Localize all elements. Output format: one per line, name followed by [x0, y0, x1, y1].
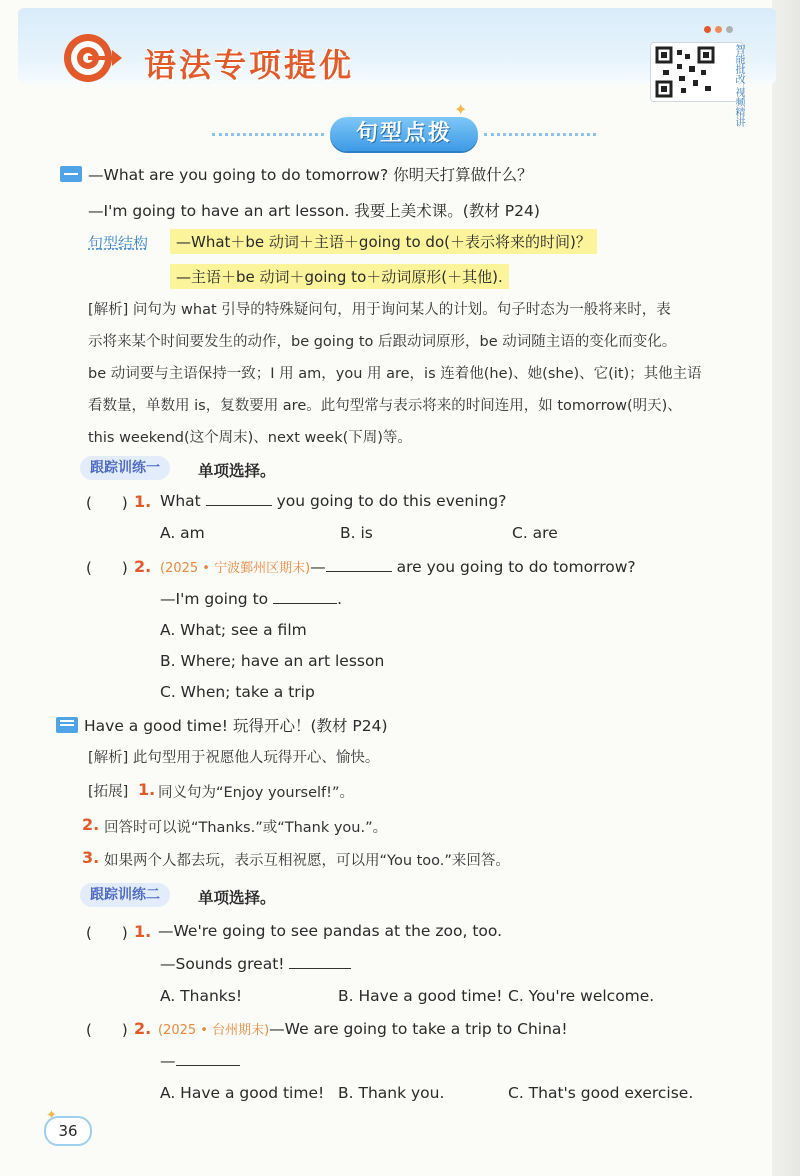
- qr-label: 智能批改 视频精讲: [733, 44, 744, 128]
- drill-one-title: 单项选择。: [198, 462, 276, 480]
- section-two-badge: [56, 717, 78, 733]
- drill-one-label: 跟踪训练一: [80, 456, 170, 480]
- answer-blank[interactable]: [176, 1065, 240, 1066]
- s1-question: —What are you going to do tomorrow? 你明天打算做什么？: [88, 166, 533, 184]
- extension-number: 1.: [138, 780, 156, 799]
- question-text: —Sounds great!: [160, 955, 351, 973]
- s2-heading: Have a good time! 玩得开心！(教材 P24): [84, 717, 388, 735]
- section-one-badge: [60, 166, 82, 182]
- question-number: 2.: [134, 557, 152, 576]
- analysis-line: [解析] 问句为 what 引导的特殊疑问句，用于询问某人的计划。句子时态为一般将来时，表: [88, 302, 671, 318]
- structure-line-2: —主语＋be 动词＋going to＋动词原形(＋其他).: [170, 264, 509, 289]
- option-b[interactable]: B. Thank you.: [338, 1084, 445, 1102]
- analysis-line: this weekend(这个周末)、next week(下周)等。: [88, 430, 412, 446]
- question-source: (2025 • 台州期末): [158, 1023, 270, 1038]
- option-b[interactable]: B. Where; have an art lesson: [160, 652, 385, 670]
- analysis-line: be 动词要与主语保持一致；I 用 am，you 用 are，is 连着他(he)、她(she)、它(it)；其他主语: [88, 366, 702, 382]
- option-a[interactable]: A. Have a good time!: [160, 1084, 325, 1102]
- option-a[interactable]: A. Thanks!: [160, 987, 243, 1005]
- answer-bracket[interactable]: ( ): [86, 494, 128, 512]
- option-a[interactable]: A. am: [160, 524, 205, 542]
- question-text: —I'm going to .: [160, 590, 343, 608]
- target-icon: [62, 30, 122, 86]
- option-b[interactable]: B. Have a good time!: [338, 987, 503, 1005]
- section-banner: 句型点拨: [330, 117, 478, 151]
- question-text: (2025 • 宁波鄞州区期末)— are you going to do tomorrow?: [160, 558, 636, 576]
- page-title: 语法专项提优: [144, 46, 355, 84]
- answer-blank[interactable]: [326, 571, 392, 572]
- extension-number: 3.: [82, 848, 100, 867]
- page-edge: [772, 0, 800, 1176]
- page-star-icon: ✦: [46, 1108, 57, 1123]
- answer-blank[interactable]: [206, 505, 272, 506]
- option-c[interactable]: C. You're welcome.: [508, 987, 655, 1005]
- extension-text: 如果两个人都去玩，表示互相祝愿，可以用“You too.”来回答。: [104, 853, 510, 869]
- page-number: 36: [58, 1122, 78, 1140]
- answer-blank[interactable]: [273, 603, 337, 604]
- analysis-line: 看数量，单数用 is，复数要用 are。此句型常与表示将来的时间连用，如 tomorrow(明天)、: [88, 398, 682, 414]
- drill-two-title: 单项选择。: [198, 889, 276, 907]
- question-number: 2.: [134, 1019, 152, 1038]
- question-source: (2025 • 宁波鄞州区期末): [160, 561, 311, 576]
- structure-line-1: —What＋be 动词＋主语＋going to do(＋表示将来的时间)？: [170, 229, 597, 254]
- question-number: 1.: [134, 922, 152, 941]
- answer-bracket[interactable]: ( ): [86, 559, 128, 577]
- question-text: What you going to do this evening?: [160, 492, 507, 510]
- qr-code-icon: [655, 46, 715, 98]
- option-c[interactable]: C. When; take a trip: [160, 683, 315, 701]
- structure-label: 句型结构: [88, 234, 149, 252]
- option-b[interactable]: B. is: [340, 524, 373, 542]
- question-text: (2025 • 台州期末)—We are going to take a trip to China!: [158, 1020, 568, 1038]
- extension-label: [拓展]: [88, 784, 129, 800]
- sparkle-icon: ✦: [454, 100, 468, 119]
- analysis-line: 示将来某个时间要发生的动作，be going to 后跟动词原形，be 动词随主语的变化而变化。: [88, 334, 677, 350]
- banner-dots-left: [212, 133, 324, 136]
- header-dots: [700, 18, 733, 37]
- answer-bracket[interactable]: ( ): [86, 1021, 128, 1039]
- s2-analysis: [解析] 此句型用于祝愿他人玩得开心、愉快。: [88, 750, 380, 766]
- option-c[interactable]: C. That's good exercise.: [508, 1084, 694, 1102]
- option-a[interactable]: A. What; see a film: [160, 621, 307, 639]
- question-text: —: [160, 1052, 240, 1070]
- question-text: —We're going to see pandas at the zoo, too.: [158, 922, 503, 940]
- extension-text: 同义句为“Enjoy yourself!”。: [158, 785, 354, 801]
- question-number: 1.: [134, 492, 152, 511]
- extension-text: 回答时可以说“Thanks.”或“Thank you.”。: [104, 820, 388, 836]
- extension-number: 2.: [82, 815, 100, 834]
- answer-bracket[interactable]: ( ): [86, 924, 128, 942]
- s1-answer: —I'm going to have an art lesson. 我要上美术课。(教材 P24): [88, 202, 540, 220]
- option-c[interactable]: C. are: [512, 524, 558, 542]
- answer-blank[interactable]: [289, 968, 351, 969]
- drill-two-label: 跟踪训练二: [80, 883, 170, 907]
- banner-dots-right: [484, 133, 596, 136]
